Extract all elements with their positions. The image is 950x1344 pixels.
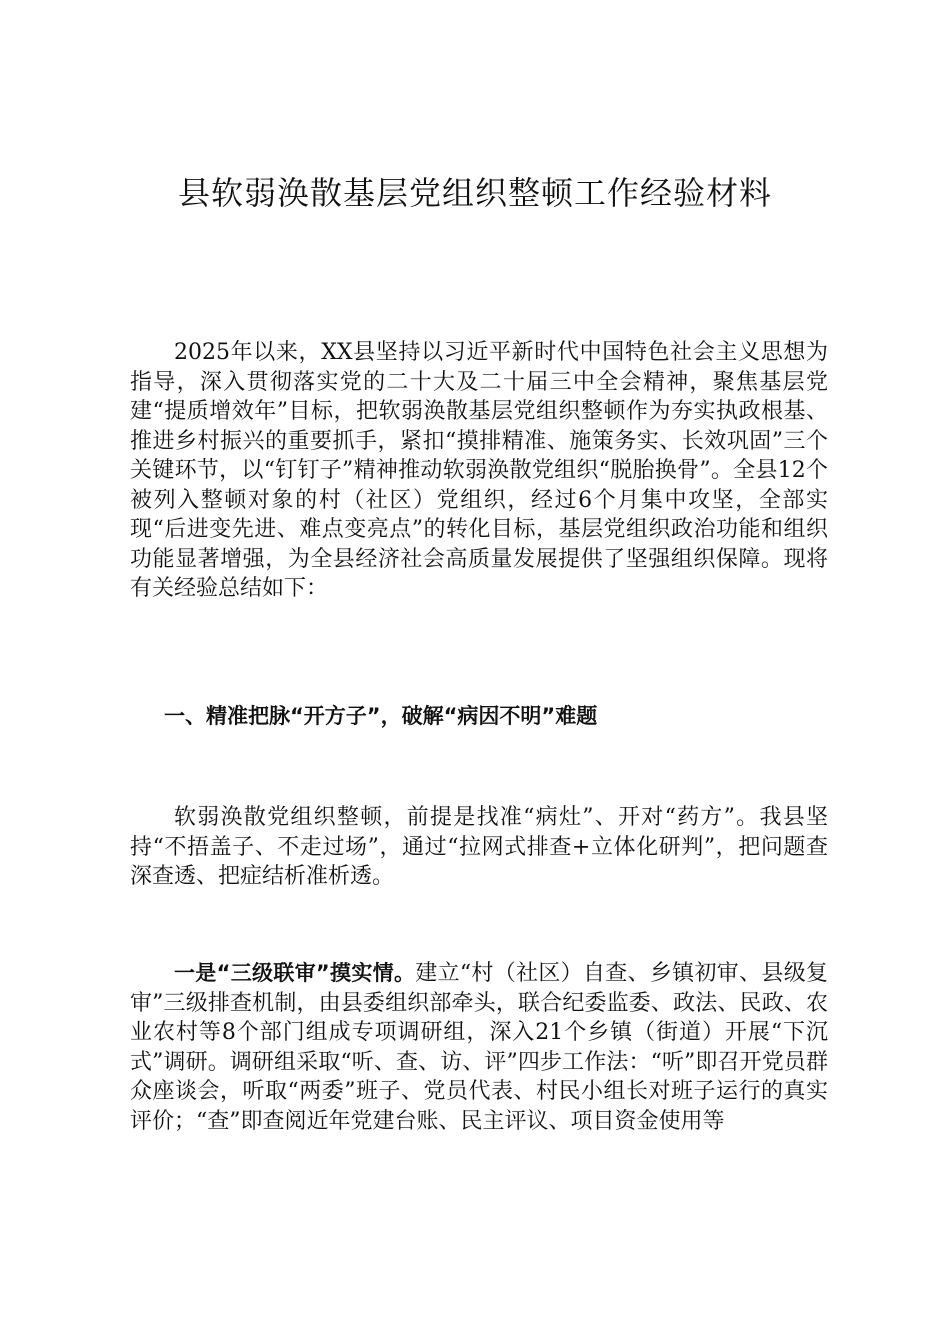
item-body: 建立“村（社区）自查、乡镇初审、县级复审”三级排查机制，由县委组织部牵头，联合纪委监委、政法、民政、农业农村等8个部门组成专项调研组，深入21个乡镇（街道）开展“下沉式”调研。调研组采取“听、查、访、评”四步工作法：“听”即召开党员群众座谈会，听取“两委”班子、党员代表、村民小组长对班子运行的真实评价；“查”即查阅近年党建台账、民主评议、项目资金使用等 [130, 961, 828, 1134]
document-title: 县软弱涣散基层党组织整顿工作经验材料 [177, 174, 772, 212]
intro-paragraph: 2025年以来，XX县坚持以习近平新时代中国特色社会主义思想为指导，深入贯彻落实党的二十大及二十届三中全会精神，聚焦基层党建“提质增效年”目标，把软弱涣散基层党组织整顿作为夯实执政根基、推进乡村振兴的重要抓手，紧扣“摸排精准、施策务实、长效巩固”三个关键环节，以“钉钉子”精神推动软弱涣散党组织“脱胎换骨”。全县12个被列入整顿对象的村（社区）党组织，经过6个月集中攻坚，全部实现“后进变先进、难点变亮点”的转化目标，基层党组织政治功能和组织功能显著增强，为全县经济社会高质量发展提供了坚强组织保障。现将有关经验总结如下： [130, 340, 828, 601]
item-lead: 一是“三级联审”摸实情。 [174, 961, 416, 985]
section-paragraph: 软弱涣散党组织整顿，前提是找准“病灶”、开对“药方”。我县坚持“不捂盖子、不走过场”，通过“拉网式排查+立体化研判”，把问题查深查透、把症结析准析透。 [130, 805, 828, 889]
item-paragraph [130, 959, 828, 1136]
section-heading: 一、精准把脉“开方子”，破解“病因不明”难题 [164, 704, 598, 728]
